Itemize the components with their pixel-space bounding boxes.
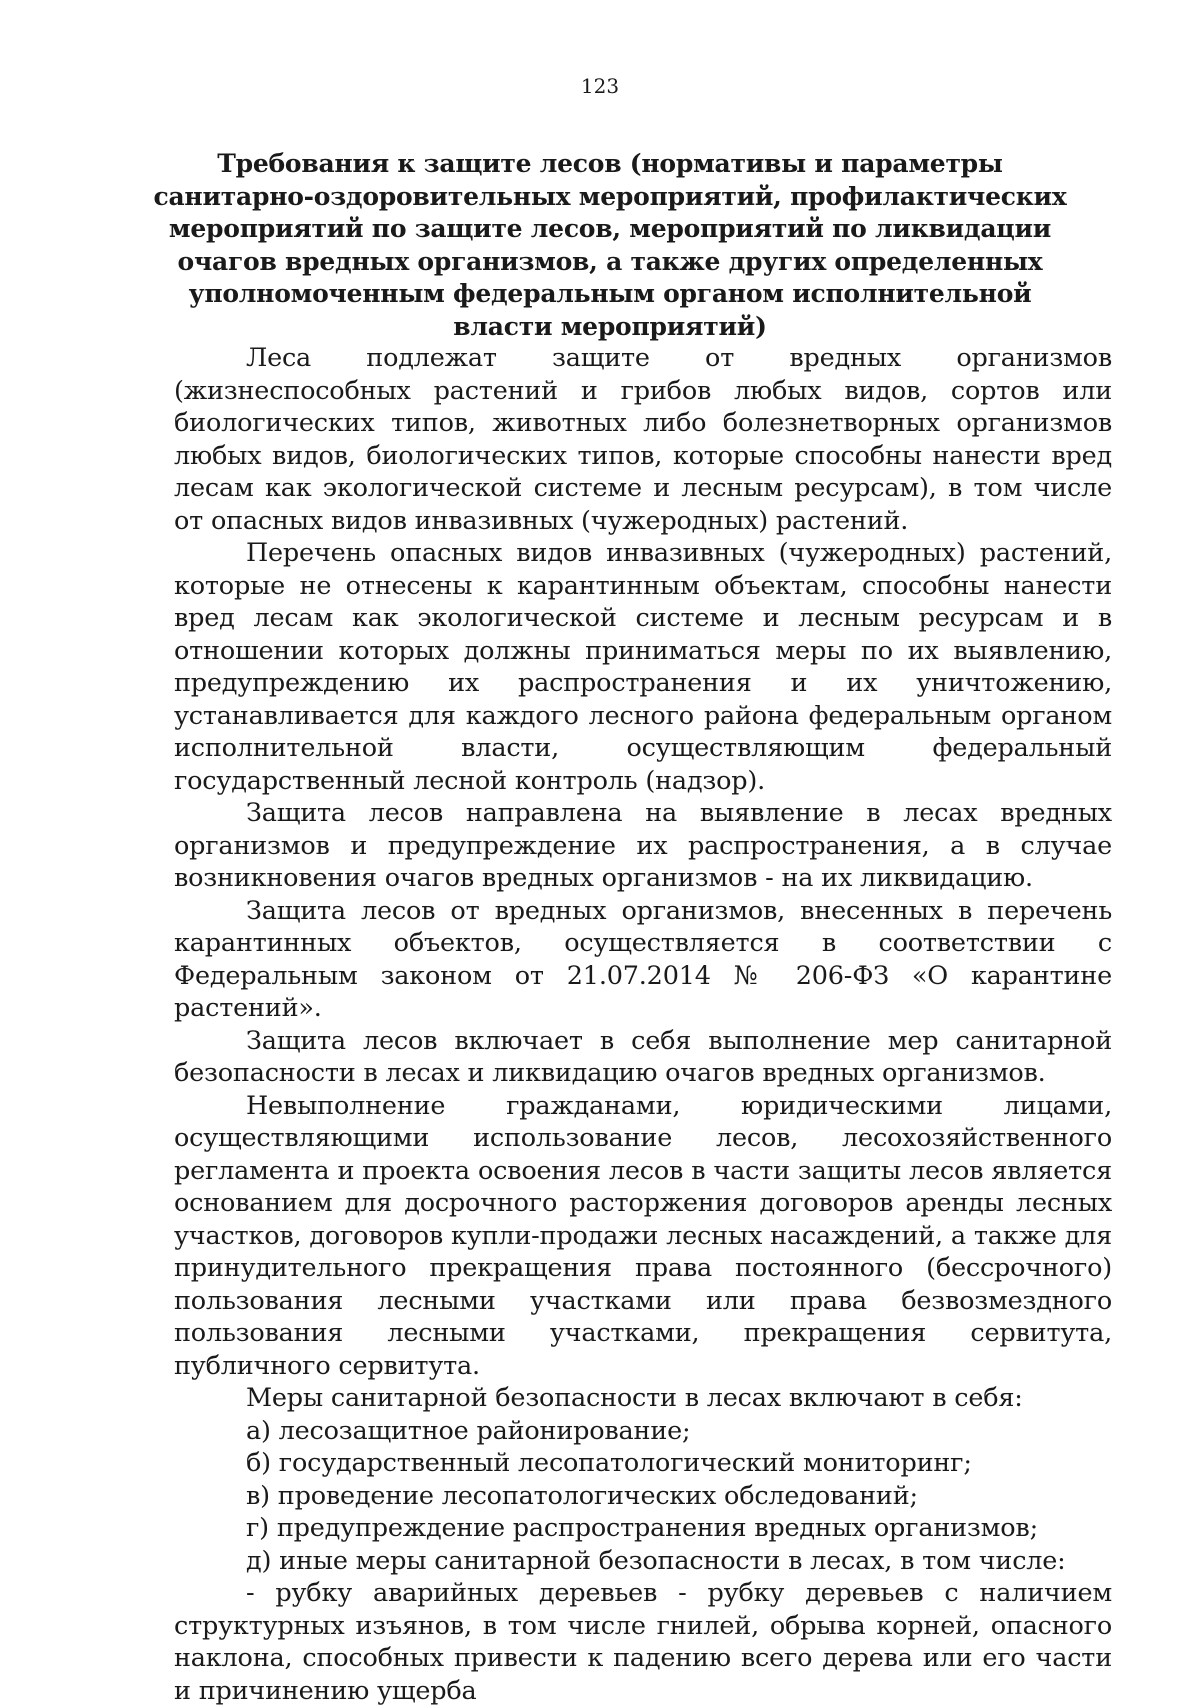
list-item-dash-emergency-trees: - рубку аварийных деревьев - рубку деревьев с наличием структурных изъянов, в том числе гнилей, обрыва корней, опасного наклона, способных привести к падению всего дерева или его части и причинению ущерба (174, 1578, 1112, 1706)
list-item-g: г) предупреждение распространения вредных организмов; (246, 1513, 1038, 1543)
list-item-v: в) проведение лесопатологических обследований; (246, 1480, 918, 1511)
section-heading: Требования к защите лесов (нормативы и параметры санитарно-оздоровительных мероприятий, профилактических мероприятий по защите лесов, мероприятий по ликвидации очагов вредных организмов, а также других определенных уполномоченным федеральным органом исполнительной власти мероприятий) (153, 149, 1067, 341)
paragraph-invasive-species-list: Перечень опасных видов инвазивных (чужеродных) растений, которые не отнесены к карантинным объектам, способны нанести вред лесам как экологической системе и лесным ресурсам и в отношении которых должны приниматься меры по их выявлению, предупреждению их распространения и их уничтожению, устанавливается для каждого лесного района федеральным органом исполнительной власти, осуществляющим федеральный государственный лесной контроль (надзор). (174, 538, 1112, 796)
paragraph-quarantine-law: Защита лесов от вредных организмов, внесенных в перечень карантинных объектов, осуществляется в соответствии с Федеральным законом от 21.07.2014 № 206-ФЗ «О карантине растений». (174, 895, 1112, 1023)
list-item-a: а) лесозащитное районирование; (246, 1415, 691, 1446)
paragraph-measures-intro: Меры санитарной безопасности в лесах включают в себя: (246, 1383, 1023, 1413)
paragraph-protection-aim: Защита лесов направлена на выявление в лесах вредных организмов и предупреждение их распространения, а в случае возникновения очагов вредных организмов - на их ликвидацию. (174, 798, 1112, 893)
document-body (174, 342, 1112, 1707)
list-item-d: д) иные меры санитарной безопасности в лесах, в том числе: (246, 1545, 1066, 1576)
page-number: 123 (580, 74, 620, 98)
paragraph-non-compliance: Невыполнение гражданами, юридическими лицами, осуществляющими использование лесов, лесохозяйственного регламента и проекта освоения лесов в части защиты лесов является основанием для досрочного расторжения договоров аренды лесных участков, договоров купли-продажи лесных насаждений, а также для принудительного прекращения права постоянного (бессрочного) пользования лесными участками или права безвозмездного пользования лесными участками, прекращения сервитута, публичного сервитута. (174, 1090, 1112, 1381)
paragraph-forest-protection: Леса подлежат защите от вредных организмов (жизнеспособных растений и грибов любых видов, сортов или биологических типов, животных либо болезнетворных организмов любых видов, биологических типов, которые способны нанести вред лесам как экологической системе и лесным ресурсам), в том числе от опасных видов инвазивных (чужеродных) растений. (174, 343, 1112, 536)
list-item-b: б) государственный лесопатологический мониторинг; (246, 1448, 972, 1478)
paragraph-protection-includes: Защита лесов включает в себя выполнение мер санитарной безопасности в лесах и ликвидацию очагов вредных организмов. (174, 1025, 1112, 1088)
